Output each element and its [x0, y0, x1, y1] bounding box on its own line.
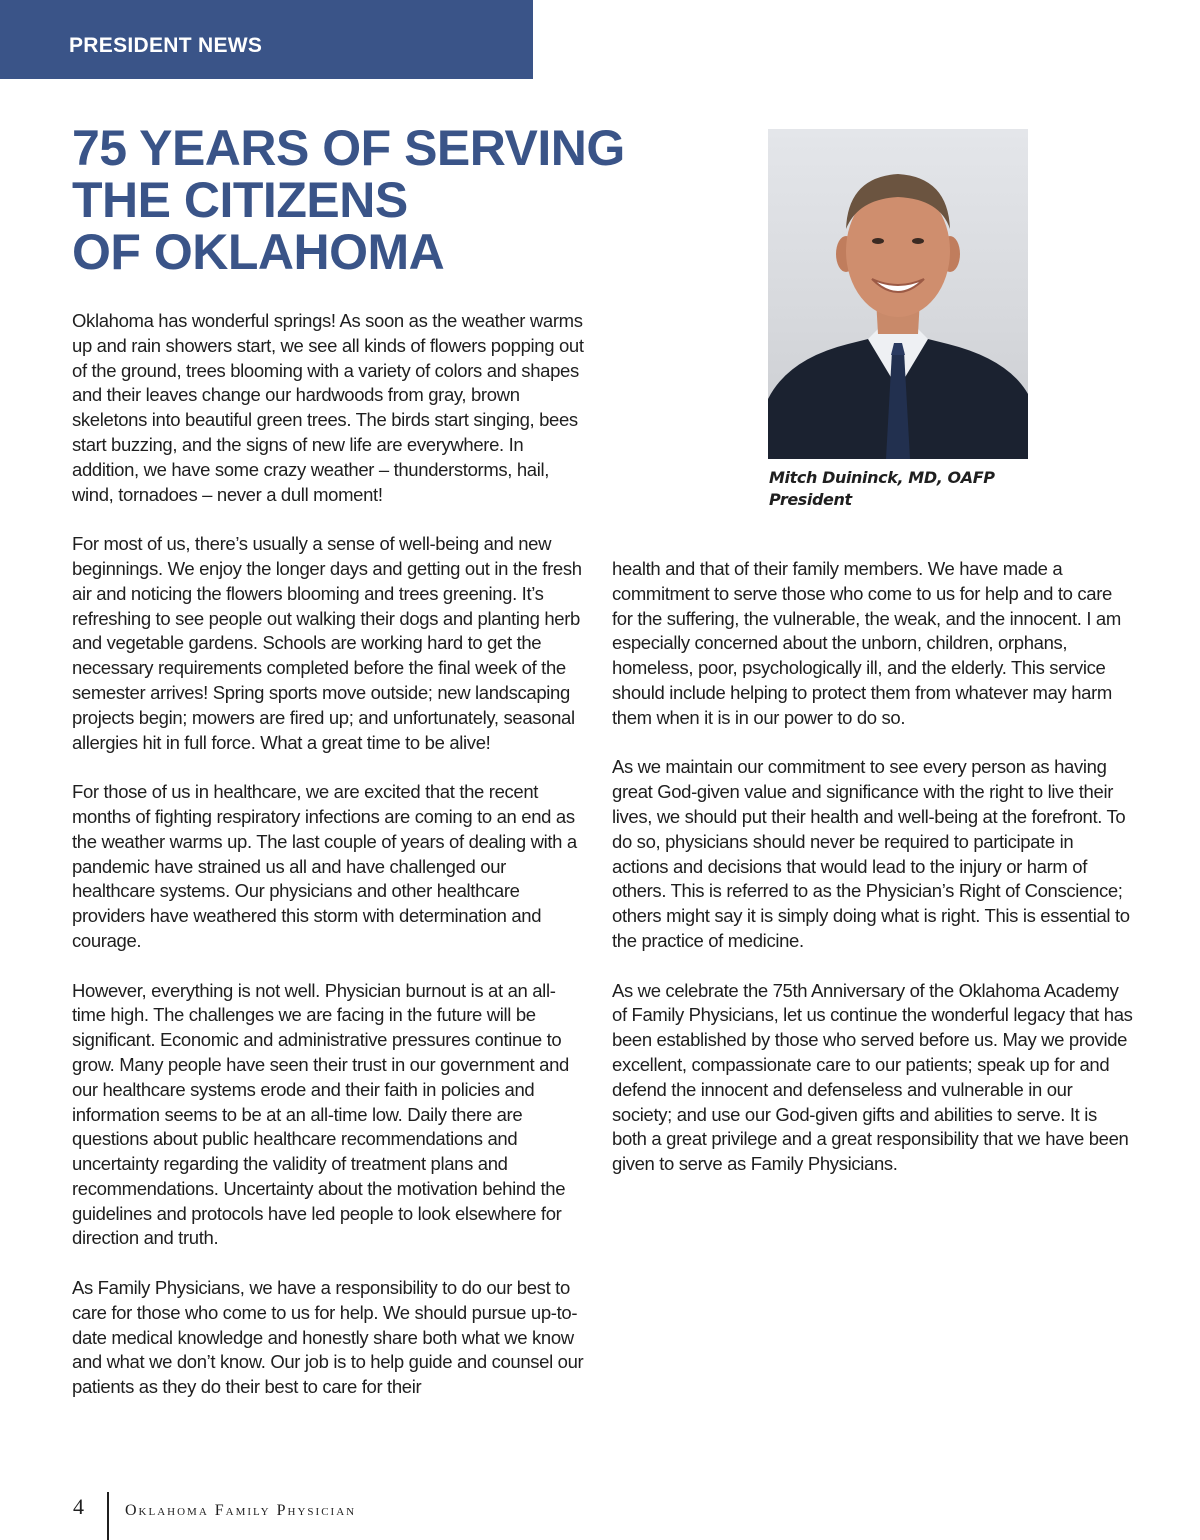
- footer-divider: [107, 1492, 109, 1540]
- article-paragraph: For those of us in healthcare, we are excited that the recent months of fighting respiratory infections are coming to an end as the weather warms up. The last couple of years of dealing with a pandemic have strained us all and have challenged our healthcare systems. Our physicians and other healthcare providers have weathered this storm with determination and courage.: [72, 781, 577, 951]
- section-label: PRESIDENT NEWS: [69, 34, 263, 57]
- publication-name: Oklahoma Family Physician: [125, 1502, 357, 1519]
- article-paragraph: However, everything is not well. Physician burnout is at an all-time high. The challenges we are facing in the future will be significant. Economic and administrative pressures continue to grow. Many people have seen their trust in our government and our healthcare systems erode and their faith in policies and information seems to be at an all-time low. Daily there are questions about public healthcare recommendations and uncertainty regarding the validity of treatment plans and recommendations. Uncertainty about the motivation behind the guidelines and protocols have led people to look elsewhere for direction and truth.: [72, 979, 569, 1249]
- title-line: OF OKLAHOMA: [72, 224, 445, 280]
- article-paragraph: For most of us, there’s usually a sense of well-being and new beginnings. We enjoy the longer days and getting out in the fresh air and noticing the flowers blooming and trees greening. It’s refreshing to see people out walking their dogs and planting herb and vegetable gardens. Schools are working hard to get the necessary requirements completed before the final week of the semester arrives! Spring sports move outside; new landscaping projects begin; mowers are fired up; and unfortunately, seasonal allergies hit in full force. What a great time to be alive!: [72, 533, 582, 753]
- section-tab: [0, 0, 533, 79]
- caption-role: President: [769, 490, 852, 509]
- article-paragraph: health and that of their family members. We have made a commitment to serve those who come to us for help and to care for the suffering, the vulnerable, the weak, and the innocent. I am especially concerned about the unborn, children, orphans, homeless, poor, psychologically ill, and the elderly. This service should include helping to protect them from whatever may harm them when it is in our power to do so.: [612, 558, 1121, 728]
- page-number: 4: [73, 1494, 84, 1519]
- article-title: [72, 122, 712, 278]
- caption-name: Mitch Duininck, MD, OAFP: [769, 468, 995, 487]
- article-column-left: [72, 309, 584, 1425]
- article-paragraph: As we maintain our commitment to see every person as having great God-given value and significance with the right to live their lives, we should put their health and well-being at the forefront. To do so, physicians should never be required to participate in actions and decisions that would lead to the injury or harm of others. This is referred to as the Physician’s Right of Conscience; others might say it is simply doing what is right. This is essential to the practice of medicine.: [612, 756, 1130, 951]
- portrait-illustration: [768, 129, 1028, 459]
- photo-caption: [769, 467, 1069, 511]
- article-paragraph: As we celebrate the 75th Anniversary of the Oklahoma Academy of Family Physicians, let us continue the wonderful legacy that has been established by those who served before us. May we provide excellent, compassionate care to our patients; speak up for and defend the innocent and defenseless and vulnerable in our society; and use our God-given gifts and abilities to serve. It is both a great privilege and a great responsibility that we have been given to serve as Family Physicians.: [612, 979, 1133, 1175]
- article-paragraph: Oklahoma has wonderful springs! As soon as the weather warms up and rain showers start, we see all kinds of flowers popping out of the ground, trees blooming with a variety of colors and shapes and their leaves change our hardwoods from gray, brown skeletons into beautiful green trees. The birds start singing, bees start buzzing, and the signs of new life are everywhere. In addition, we have some crazy weather – thunderstorms, hail, wind, tornadoes – never a dull moment!: [72, 310, 584, 505]
- title-line: 75 YEARS OF SERVING: [72, 120, 625, 176]
- title-line: THE CITIZENS: [72, 172, 408, 228]
- president-photo: [768, 129, 1028, 459]
- article-paragraph: As Family Physicians, we have a responsibility to do our best to care for those who come to us for help. We should pursue up-to-date medical knowledge and honestly share both what we know and what we don’t know. Our job is to help guide and counsel our patients as they do their best to care for their: [72, 1277, 584, 1398]
- article-column-right: [612, 557, 1134, 1202]
